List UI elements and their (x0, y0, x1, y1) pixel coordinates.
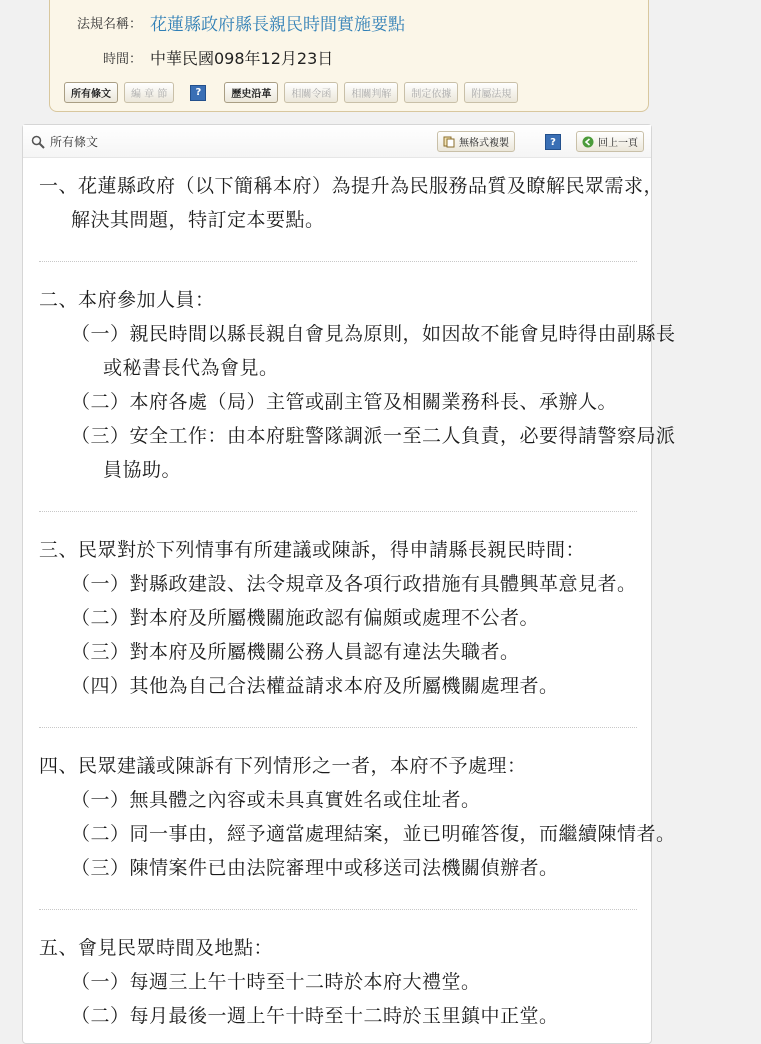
law-time-value: 中華民國098年12月23日 (150, 48, 334, 68)
list-item: （二）同一事由，經予適當處理結案，並已明確答復，而繼續陳情者。 (71, 823, 676, 845)
help-icon[interactable]: ? (190, 85, 206, 101)
all-articles-button[interactable]: 所有條文 (64, 82, 118, 103)
article-line: 一、花蓮縣政府（以下簡稱本府）為提升為民服務品質及瞭解民眾需求， (39, 175, 664, 197)
list-item: （一）無具體之內容或未具真實姓名或住址者。 (71, 789, 481, 811)
law-name-row (50, 9, 405, 35)
list-item: （三）安全工作：由本府駐警隊調派一至二人負責，必要得請警察局派 (71, 425, 676, 447)
law-time-label: 時間： (102, 51, 142, 67)
plain-copy-label: 無格式複製 (459, 138, 509, 149)
subsidiary-laws-button[interactable]: 附屬法規 (464, 82, 518, 103)
section-heading: 四、民眾建議或陳訴有下列情形之一者，本府不予處理： (39, 755, 527, 777)
law-name-label: 法規名稱： (76, 16, 142, 32)
article-section (39, 749, 739, 885)
article-line: 解決其問題，特訂定本要點。 (71, 209, 325, 231)
law-time-row (50, 44, 333, 70)
article-section (39, 931, 739, 1033)
legal-basis-button[interactable]: 制定依據 (404, 82, 458, 103)
section-divider (39, 511, 637, 512)
list-item: （二）對本府及所屬機關施政認有偏頗或處理不公者。 (71, 607, 540, 629)
search-icon (31, 135, 45, 149)
help-icon[interactable]: ? (545, 134, 561, 150)
list-item: （三）陳情案件已由法院審理中或移送司法機關偵辦者。 (71, 857, 559, 879)
section-heading: 五、會見民眾時間及地點： (39, 937, 274, 959)
list-item: （一）每週三上午十時至十二時於本府大禮堂。 (71, 971, 481, 993)
law-name-link[interactable]: 花蓮縣政府縣長親民時間實施要點 (150, 14, 405, 35)
list-item: （二）每月最後一週上午十時至十二時於玉里鎮中正堂。 (71, 1005, 559, 1027)
law-nav-buttons (64, 82, 524, 103)
related-orders-button[interactable]: 相關令函 (284, 82, 338, 103)
copy-icon (443, 136, 455, 148)
list-item-continuation: 員協助。 (103, 459, 182, 481)
list-item: （二）本府各處（局）主管或副主管及相關業務科長、承辦人。 (71, 391, 618, 413)
history-button[interactable]: 歷史沿革 (224, 82, 278, 103)
list-item: （一）親民時間以縣長親自會見為原則，如因故不能會見時得由副縣長 (71, 323, 676, 345)
article-section (39, 533, 739, 703)
plain-copy-button[interactable] (437, 131, 515, 152)
content-toolbar (23, 125, 651, 158)
chapters-button[interactable]: 編 章 節 (124, 82, 174, 103)
toolbar-title (31, 133, 98, 150)
list-item: （一）對縣政建設、法令規章及各項行政措施有具體興革意見者。 (71, 573, 637, 595)
back-button[interactable] (576, 131, 644, 152)
list-item-continuation: 或秘書長代為會見。 (103, 357, 279, 379)
article-body (39, 169, 739, 1033)
section-heading: 二、本府參加人員： (39, 289, 215, 311)
section-divider (39, 727, 637, 728)
back-arrow-icon (582, 136, 594, 148)
list-item: （三）對本府及所屬機關公務人員認有違法失職者。 (71, 641, 520, 663)
back-label: 回上一頁 (598, 138, 638, 149)
section-heading: 三、民眾對於下列情事有所建議或陳訴，得申請縣長親民時間： (39, 539, 586, 561)
section-divider (39, 261, 637, 262)
article-section (39, 169, 739, 237)
toolbar-title-text: 所有條文 (50, 135, 99, 149)
section-divider (39, 909, 637, 910)
article-section (39, 283, 739, 487)
list-item: （四）其他為自己合法權益請求本府及所屬機關處理者。 (71, 675, 559, 697)
law-meta-panel (49, 0, 649, 112)
content-panel (22, 124, 676, 1044)
related-judgments-button[interactable]: 相關判解 (344, 82, 398, 103)
